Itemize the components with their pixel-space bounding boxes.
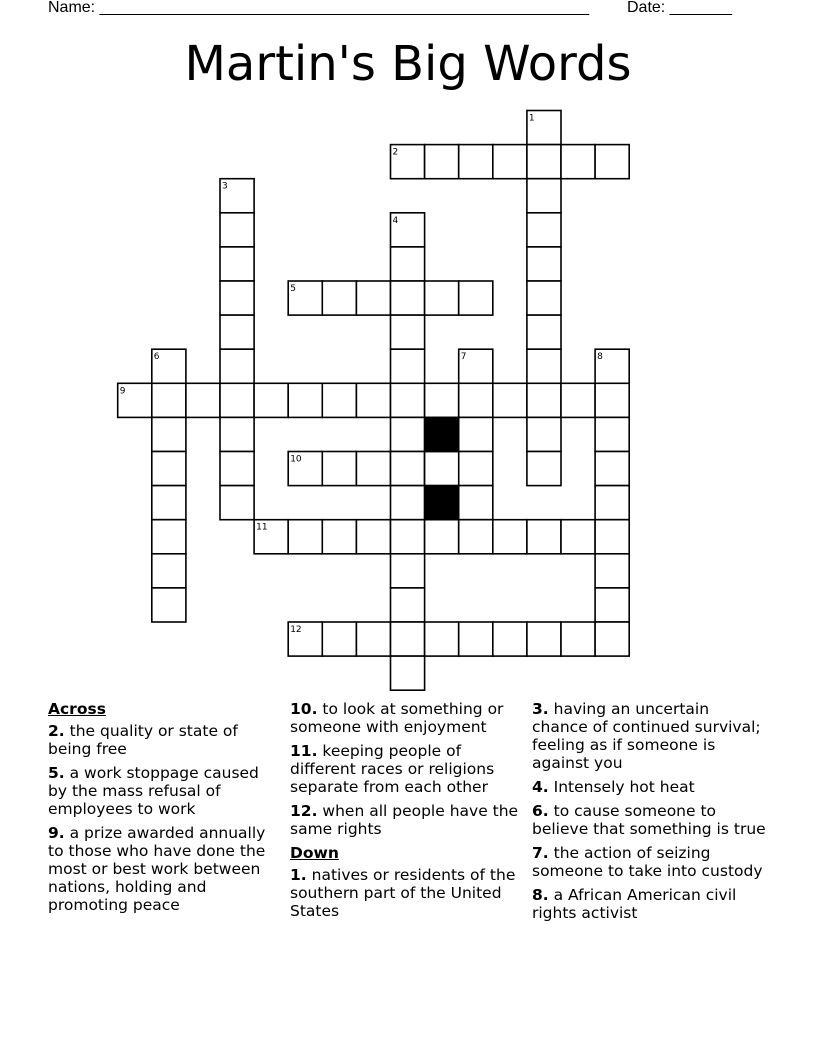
grid-cell[interactable] bbox=[220, 349, 254, 383]
grid-cell[interactable] bbox=[595, 486, 629, 520]
grid-cell[interactable] bbox=[527, 213, 561, 247]
grid-cell[interactable] bbox=[595, 383, 629, 417]
grid-cell[interactable] bbox=[459, 145, 493, 179]
grid-cell[interactable] bbox=[288, 520, 322, 554]
grid-cell[interactable] bbox=[561, 520, 595, 554]
grid-cell[interactable] bbox=[220, 247, 254, 281]
grid-cell[interactable] bbox=[391, 281, 425, 315]
clue-down-6 bbox=[532, 802, 768, 838]
clue-down-8 bbox=[532, 886, 768, 922]
clue-number: 3. bbox=[532, 700, 549, 718]
clue-across-5 bbox=[48, 764, 280, 818]
grid-cell[interactable] bbox=[459, 520, 493, 554]
grid-cell[interactable] bbox=[527, 417, 561, 451]
clue-text: the action of seizing someone to take into custody bbox=[532, 844, 763, 880]
grid-cell[interactable] bbox=[322, 520, 356, 554]
grid-cell[interactable] bbox=[152, 486, 186, 520]
clue-number: 2. bbox=[48, 722, 65, 740]
grid-cell[interactable] bbox=[595, 452, 629, 486]
grid-cell[interactable] bbox=[493, 520, 527, 554]
clue-text: a work stoppage caused by the mass refusal of employees to work bbox=[48, 764, 259, 818]
clue-text: natives or residents of the southern part of the United States bbox=[290, 866, 516, 920]
clue-text: a prize awarded annually to those who have done the most or best work between nations, holding and promoting peace bbox=[48, 824, 266, 914]
cell-number-9: 9 bbox=[119, 386, 126, 397]
clue-number: 4. bbox=[532, 778, 549, 796]
clue-text: to cause someone to believe that something is true bbox=[532, 802, 766, 838]
grid-cell[interactable] bbox=[220, 281, 254, 315]
grid-cell[interactable] bbox=[391, 622, 425, 656]
grid-cell[interactable] bbox=[527, 349, 561, 383]
grid-cell[interactable] bbox=[595, 588, 629, 622]
clue-across-2 bbox=[48, 722, 280, 758]
grid-cell[interactable] bbox=[322, 622, 356, 656]
grid-cell[interactable] bbox=[322, 452, 356, 486]
grid-cell[interactable] bbox=[595, 417, 629, 451]
grid-cell[interactable] bbox=[152, 520, 186, 554]
cell-number-3: 3 bbox=[222, 181, 228, 192]
clue-across-9 bbox=[48, 824, 280, 914]
grid-cell[interactable] bbox=[391, 520, 425, 554]
clue-down-3 bbox=[532, 700, 768, 772]
clue-down-1 bbox=[290, 866, 522, 920]
grid-cell[interactable] bbox=[459, 281, 493, 315]
grid-cell[interactable] bbox=[356, 452, 390, 486]
cell-number-7: 7 bbox=[460, 352, 467, 363]
grid-cell[interactable] bbox=[459, 622, 493, 656]
page-title: Martin's Big Words bbox=[184, 36, 632, 92]
grid-cell[interactable] bbox=[220, 486, 254, 520]
cell-number-10: 10 bbox=[290, 454, 302, 465]
clue-across-11 bbox=[290, 742, 522, 796]
grid-cell[interactable] bbox=[391, 247, 425, 281]
grid-cell[interactable] bbox=[459, 486, 493, 520]
grid-cell[interactable] bbox=[152, 554, 186, 588]
clue-column-3 bbox=[532, 700, 768, 928]
grid-cell[interactable] bbox=[356, 520, 390, 554]
grid-cell[interactable] bbox=[527, 179, 561, 213]
clue-column-2 bbox=[290, 700, 522, 926]
grid-cell[interactable] bbox=[527, 452, 561, 486]
down-heading: Down bbox=[290, 844, 339, 862]
clue-number: 7. bbox=[532, 844, 549, 862]
grid-cell[interactable] bbox=[391, 656, 425, 690]
clue-text: when all people have the same rights bbox=[290, 802, 519, 838]
grid-cell[interactable] bbox=[561, 145, 595, 179]
grid-cell[interactable] bbox=[391, 452, 425, 486]
grid-cell[interactable] bbox=[459, 417, 493, 451]
clue-column-1 bbox=[48, 700, 280, 920]
grid-cell[interactable] bbox=[425, 281, 459, 315]
clue-number: 6. bbox=[532, 802, 549, 820]
grid-cell[interactable] bbox=[459, 452, 493, 486]
clue-text: keeping people of different races or religions separate from each other bbox=[290, 742, 495, 796]
grid-cell[interactable] bbox=[356, 622, 390, 656]
grid-cell[interactable] bbox=[186, 383, 220, 417]
grid-cell[interactable] bbox=[425, 452, 459, 486]
cell-number-1: 1 bbox=[528, 113, 535, 124]
grid-cell[interactable] bbox=[493, 622, 527, 656]
grid-cell[interactable] bbox=[356, 281, 390, 315]
grid-cell[interactable] bbox=[459, 383, 493, 417]
grid-cell[interactable] bbox=[220, 417, 254, 451]
name-line[interactable]: Name: _______________________________________________________ bbox=[48, 0, 589, 16]
grid-cell[interactable] bbox=[152, 417, 186, 451]
grid-cell[interactable] bbox=[254, 383, 288, 417]
grid-cell[interactable] bbox=[288, 383, 322, 417]
grid-cell[interactable] bbox=[595, 145, 629, 179]
grid-cell[interactable] bbox=[425, 520, 459, 554]
grid-cell[interactable] bbox=[391, 588, 425, 622]
clue-number: 8. bbox=[532, 886, 549, 904]
clue-number: 1. bbox=[290, 866, 307, 884]
grid-cell[interactable] bbox=[322, 383, 356, 417]
grid-cell[interactable] bbox=[391, 417, 425, 451]
grid-cell[interactable] bbox=[595, 520, 629, 554]
grid-cell[interactable] bbox=[595, 554, 629, 588]
grid-cell[interactable] bbox=[527, 145, 561, 179]
grid-cell[interactable] bbox=[425, 383, 459, 417]
grid-block-cell bbox=[425, 486, 459, 520]
clue-across-12 bbox=[290, 802, 522, 838]
grid-cell[interactable] bbox=[220, 315, 254, 349]
clue-number: 10. bbox=[290, 700, 318, 718]
grid-cell[interactable] bbox=[220, 383, 254, 417]
grid-cell[interactable] bbox=[152, 452, 186, 486]
grid-cell[interactable] bbox=[425, 622, 459, 656]
grid-cell[interactable] bbox=[152, 383, 186, 417]
grid-cell[interactable] bbox=[527, 281, 561, 315]
cell-number-5: 5 bbox=[290, 284, 296, 294]
grid-cell[interactable] bbox=[595, 622, 629, 656]
cell-number-12: 12 bbox=[290, 625, 302, 635]
clue-number: 5. bbox=[48, 764, 65, 782]
grid-cell[interactable] bbox=[356, 383, 390, 417]
grid-cell[interactable] bbox=[391, 349, 425, 383]
clue-text: a African American civil rights activist bbox=[532, 886, 737, 922]
clue-down-7 bbox=[532, 844, 768, 880]
cell-number-8: 8 bbox=[597, 352, 603, 363]
grid-cell[interactable] bbox=[391, 486, 425, 520]
cell-number-11: 11 bbox=[256, 522, 268, 533]
grid-cell[interactable] bbox=[493, 145, 527, 179]
grid-cell[interactable] bbox=[220, 213, 254, 247]
grid-cell[interactable] bbox=[527, 315, 561, 349]
grid-cell[interactable] bbox=[391, 554, 425, 588]
date-line[interactable]: Date: _______ bbox=[627, 0, 732, 16]
clue-text: the quality or state of being free bbox=[48, 722, 238, 758]
cell-number-6: 6 bbox=[153, 352, 160, 363]
grid-cell[interactable] bbox=[425, 145, 459, 179]
cell-number-2: 2 bbox=[392, 147, 399, 158]
grid-cell[interactable] bbox=[527, 383, 561, 417]
grid-block-cell bbox=[425, 417, 459, 451]
clue-across-10 bbox=[290, 700, 522, 736]
clue-number: 12. bbox=[290, 802, 318, 820]
clue-down-4 bbox=[532, 778, 768, 796]
grid-cell[interactable] bbox=[527, 622, 561, 656]
grid-cell[interactable] bbox=[527, 520, 561, 554]
grid-cell[interactable] bbox=[391, 383, 425, 417]
clue-number: 9. bbox=[48, 824, 65, 842]
grid-cell[interactable] bbox=[220, 452, 254, 486]
grid-cell[interactable] bbox=[561, 622, 595, 656]
clue-text: to look at something or someone with enjoyment bbox=[290, 700, 504, 736]
grid-cell[interactable] bbox=[493, 383, 527, 417]
cell-number-4: 4 bbox=[392, 215, 399, 226]
across-heading: Across bbox=[48, 700, 106, 718]
grid-cell[interactable] bbox=[527, 247, 561, 281]
grid-cell[interactable] bbox=[322, 281, 356, 315]
grid-cell[interactable] bbox=[561, 383, 595, 417]
clue-text: having an uncertain chance of continued survival; feeling as if someone is against you bbox=[532, 700, 761, 772]
grid-cell[interactable] bbox=[152, 588, 186, 622]
clue-text: Intensely hot heat bbox=[553, 778, 695, 796]
clue-number: 11. bbox=[290, 742, 318, 760]
grid-cell[interactable] bbox=[391, 315, 425, 349]
